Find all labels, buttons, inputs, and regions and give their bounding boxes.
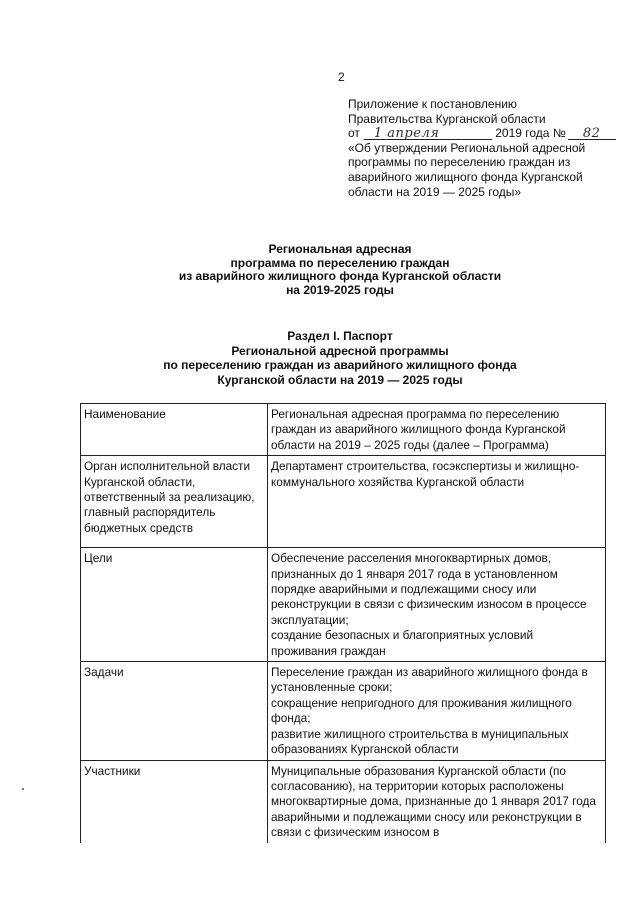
goals-line-1: Обеспечение расселения многоквартирных домов, признанных до 1 января 2017 года в установленном порядке аварийными и подлежащими сносу или реконструкции в связи с физическим износом в процессе эксплуатации; bbox=[271, 551, 587, 627]
decree-title-line-2: программы по переселению граждан из bbox=[348, 155, 571, 170]
row-label-name: Наименование bbox=[81, 404, 268, 456]
table-row bbox=[81, 404, 606, 456]
appendix-line-2: Правительства Курганской области bbox=[348, 111, 546, 126]
decree-title-line-4: области на 2019 — 2025 годы» bbox=[348, 184, 522, 199]
row-label-participants: Участники bbox=[81, 760, 268, 843]
scan-speck bbox=[22, 788, 24, 790]
decree-title-line-1: «Об утверждении Региональной адресной bbox=[348, 140, 586, 155]
program-title-line-3: из аварийного жилищного фонда Курганской области bbox=[178, 269, 502, 283]
tasks-line-1: Переселение граждан из аварийного жилищного фонда в установленные сроки; bbox=[271, 665, 588, 695]
table-row bbox=[81, 760, 606, 843]
decree-title-line-3: аварийного жилищного фонда Курганской bbox=[348, 169, 583, 184]
appendix-date-line bbox=[348, 126, 618, 141]
row-value-authority: Департамент строительства, госэкспертизы и жилищно-коммунального хозяйства Курганской области bbox=[268, 456, 606, 548]
handwritten-number: 82 bbox=[568, 128, 616, 140]
tasks-line-2: сокращение непригодного для проживания жилищного фонда; bbox=[271, 695, 572, 726]
row-value-participants: Муниципальные образования Курганской области (по согласованию), на территории которых расположены многоквартирные дома, признанные до 1 января 2017 года аварийными и подлежащими сносу или реконструкции в связи с физическим износом в bbox=[268, 760, 606, 843]
program-title-line-2: программа по переселению граждан bbox=[230, 255, 450, 270]
row-label-goals: Цели bbox=[81, 548, 268, 662]
section-title-line-1: Раздел I. Паспорт bbox=[287, 329, 393, 343]
section-title-line-3: по переселению граждан из аварийного жилищного фонда bbox=[163, 358, 517, 373]
page-number: 2 bbox=[338, 70, 345, 84]
section-title-line-4: Курганской области на 2019 — 2025 годы bbox=[217, 372, 463, 387]
table-row bbox=[81, 662, 606, 760]
section-title bbox=[60, 329, 620, 387]
handwritten-date: 1 апреля bbox=[364, 128, 492, 140]
appendix-line-1: Приложение к постановлению bbox=[348, 97, 517, 111]
date-prefix: от bbox=[348, 126, 360, 141]
row-value-tasks bbox=[268, 662, 606, 760]
program-title-line-1: Региональная адресная bbox=[268, 242, 412, 256]
program-title bbox=[60, 243, 620, 297]
appendix-block bbox=[348, 97, 618, 199]
row-value-name: Региональная адресная программа по переселению граждан из аварийного жилищного фонда Курганской области на 2019 – 2025 годы (далее – Программа) bbox=[268, 404, 606, 456]
program-title-line-4: на 2019-2025 годы bbox=[286, 282, 394, 297]
table-row bbox=[81, 548, 606, 662]
passport-table bbox=[80, 403, 606, 843]
row-label-authority: Орган исполнительной власти Курганской области, ответственный за реализацию, главный распорядитель бюджетных средств bbox=[81, 456, 268, 548]
goals-line-2: создание безопасных и благоприятных условий проживания граждан bbox=[271, 628, 534, 658]
tasks-line-3: развитие жилищного строительства в муниципальных образованиях Курганской области bbox=[271, 726, 569, 757]
table-row bbox=[81, 456, 606, 548]
row-label-tasks: Задачи bbox=[81, 662, 268, 760]
year-text: 2019 года № bbox=[495, 126, 566, 141]
section-title-line-2: Региональной адресной программы bbox=[231, 343, 449, 358]
row-value-goals bbox=[268, 548, 606, 662]
